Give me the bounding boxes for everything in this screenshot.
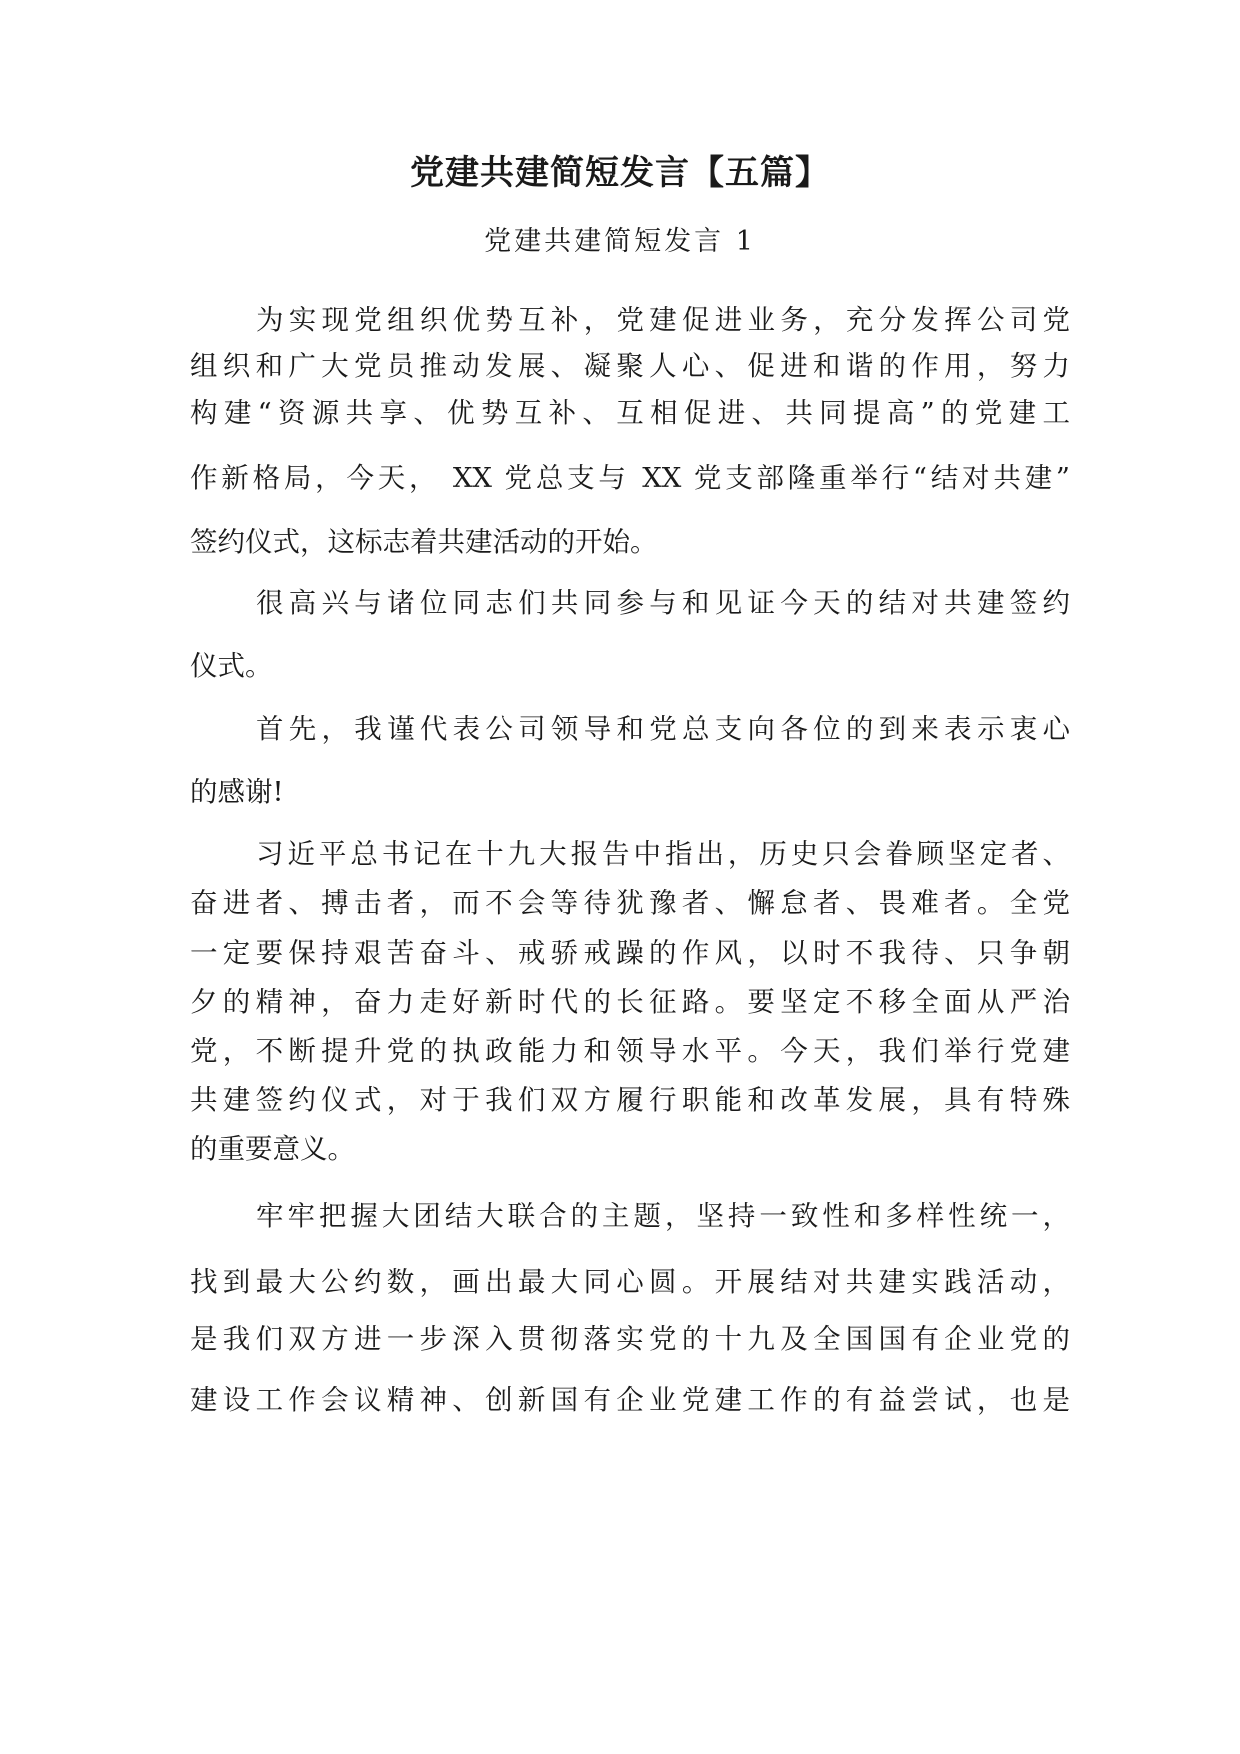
paragraph-line: 建设工作会议精神、创新国有企业党建工作的有益尝试，也是 <box>190 1384 1070 1416</box>
paragraph-line: 共建签约仪式，对于我们双方履行职能和改革发展，具有特殊 <box>190 1084 1070 1116</box>
paragraph-line: 的感谢! <box>190 776 284 808</box>
paragraph-line: 仪式。 <box>190 650 273 682</box>
paragraph-line: 的重要意义。 <box>190 1133 355 1165</box>
paragraph-line: 构建“资源共享、优势互补、互相促进、共同提高”的党建工 <box>190 397 1070 429</box>
paragraph-line: 首先，我谨代表公司领导和党总支向各位的到来表示衷心 <box>256 713 1070 745</box>
paragraph-line: 签约仪式，这标志着共建活动的开始。 <box>190 526 658 558</box>
document-subtitle: 党建共建简短发言 1 <box>484 226 756 257</box>
paragraph-line: 是我们双方进一步深入贯彻落实党的十九及全国国有企业党的 <box>190 1323 1070 1355</box>
paragraph-line: 习近平总书记在十九大报告中指出，历史只会眷顾坚定者、 <box>256 838 1070 870</box>
paragraph-line: 党，不断提升党的执政能力和领导水平。今天，我们举行党建 <box>190 1035 1070 1067</box>
paragraph-line: 作新格局，今天， XX 党总支与 XX 党支部隆重举行“结对共建” <box>190 462 1070 494</box>
paragraph-line: 找到最大公约数，画出最大同心圆。开展结对共建实践活动， <box>190 1266 1070 1298</box>
document-title: 党建共建简短发言【五篇】 <box>410 153 830 193</box>
paragraph-line: 很高兴与诸位同志们共同参与和见证今天的结对共建签约 <box>256 587 1070 619</box>
paragraph-line: 奋进者、搏击者，而不会等待犹豫者、懈怠者、畏难者。全党 <box>190 887 1070 919</box>
paragraph-line: 牢牢把握大团结大联合的主题，坚持一致性和多样性统一， <box>256 1200 1070 1232</box>
paragraph-line: 组织和广大党员推动发展、凝聚人心、促进和谐的作用，努力 <box>190 350 1070 382</box>
paragraph-line: 一定要保持艰苦奋斗、戒骄戒躁的作风，以时不我待、只争朝 <box>190 937 1070 969</box>
paragraph-line: 为实现党组织优势互补，党建促进业务，充分发挥公司党 <box>256 304 1070 336</box>
paragraph-line: 夕的精神，奋力走好新时代的长征路。要坚定不移全面从严治 <box>190 986 1070 1018</box>
